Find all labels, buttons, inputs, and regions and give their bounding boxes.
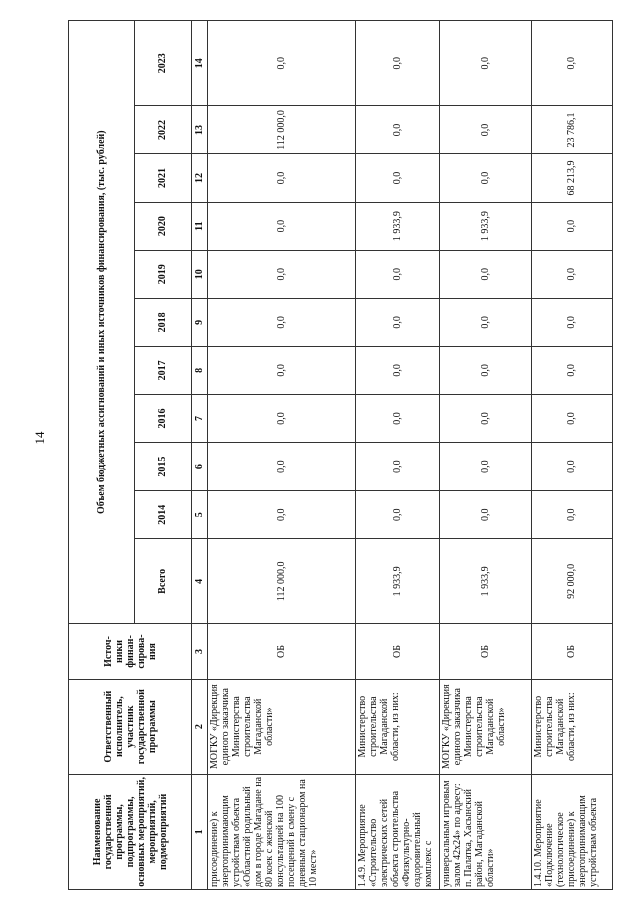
column-number: 6 [192, 443, 208, 491]
row-value: 0,0 [531, 491, 612, 539]
header-year: 2016 [134, 394, 191, 442]
row-value: 0,0 [531, 346, 612, 394]
row-source: ОБ [207, 624, 355, 679]
row-value: 0,0 [207, 202, 355, 250]
row-value: 0,0 [439, 106, 531, 154]
column-number: 4 [192, 539, 208, 624]
row-value: 112 000,0 [207, 106, 355, 154]
row-value: 68 213,9 [531, 154, 612, 202]
header-year: 2022 [134, 106, 191, 154]
row-value: 0,0 [356, 394, 440, 442]
row-value: 0,0 [439, 394, 531, 442]
row-value: 0,0 [439, 250, 531, 298]
row-value: 0,0 [531, 202, 612, 250]
row-value: 0,0 [207, 491, 355, 539]
row-value: 0,0 [356, 491, 440, 539]
row-executor: Министерство строительства Магаданской области, из них: [356, 679, 440, 774]
row-source: ОБ [356, 624, 440, 679]
header-name-col: Наименование государственной программы, подпрограммы, основных мероприятий, мероприятий, подмероприятий [69, 774, 192, 889]
table-row [356, 21, 440, 890]
row-value: 0,0 [356, 298, 440, 346]
table-row [439, 21, 531, 890]
column-number: 8 [192, 346, 208, 394]
column-number: 12 [192, 154, 208, 202]
table-row [531, 21, 612, 890]
column-number: 13 [192, 106, 208, 154]
row-executor: МОГКУ «Дирекция единого заказчика Министерства строительства Магаданской области» [439, 679, 531, 774]
row-value: 0,0 [207, 21, 355, 106]
row-executor: Министерство строительства Магаданской области, из них: [531, 679, 612, 774]
row-name: 1.4.9. Мероприятие «Строительство электрических сетей объекта строительства «Физкультурно-оздоровительный комплекс с [356, 774, 440, 889]
column-number: 9 [192, 298, 208, 346]
row-value: 92 000,0 [531, 539, 612, 624]
row-value: 0,0 [356, 106, 440, 154]
table-row [207, 21, 355, 890]
row-value: 0,0 [207, 298, 355, 346]
column-number: 5 [192, 491, 208, 539]
row-value: 0,0 [531, 443, 612, 491]
header-year: 2018 [134, 298, 191, 346]
row-source: ОБ [531, 624, 612, 679]
column-number: 11 [192, 202, 208, 250]
column-number: 2 [192, 679, 208, 774]
header-year: 2019 [134, 250, 191, 298]
row-value: 0,0 [356, 250, 440, 298]
column-number: 7 [192, 394, 208, 442]
row-value: 1 933,9 [439, 202, 531, 250]
header-source-col: Источ-ники финан-сирова-ния [69, 624, 192, 679]
row-value: 1 933,9 [439, 539, 531, 624]
header-year: 2017 [134, 346, 191, 394]
header-year: 2020 [134, 202, 191, 250]
row-value: 0,0 [207, 154, 355, 202]
column-number: 3 [192, 624, 208, 679]
column-number: 10 [192, 250, 208, 298]
column-number: 1 [192, 774, 208, 889]
row-value: 1 933,9 [356, 539, 440, 624]
row-value: 0,0 [439, 154, 531, 202]
row-value: 0,0 [356, 21, 440, 106]
row-value: 0,0 [207, 443, 355, 491]
row-value: 0,0 [356, 346, 440, 394]
page-number: 14 [32, 431, 47, 445]
header-year: Всего [134, 539, 191, 624]
row-executor: МОГКУ «Дирекция единого заказчика Министерства строительства Магаданской области» [207, 679, 355, 774]
row-value: 0,0 [439, 21, 531, 106]
row-value: 0,0 [531, 394, 612, 442]
column-number: 14 [192, 21, 208, 106]
header-executor-col: Ответственный исполнитель, участник государственной программы [69, 679, 192, 774]
row-name: 1.4.10. Мероприятие «Подключение (технологическое присоединение) к энергопринимающим устройствам объекта [531, 774, 612, 889]
funding-table [68, 20, 613, 890]
header-year: 2014 [134, 491, 191, 539]
row-value: 0,0 [207, 250, 355, 298]
row-value: 0,0 [356, 154, 440, 202]
row-source: ОБ [439, 624, 531, 679]
row-name: универсальным игровым залом 42х24» по адресу: п. Палатка, Хасынский район, Магаданской области» [439, 774, 531, 889]
row-value: 0,0 [207, 394, 355, 442]
row-value: 1 933,9 [356, 202, 440, 250]
row-value: 23 786,1 [531, 106, 612, 154]
row-value: 0,0 [207, 346, 355, 394]
row-value: 0,0 [439, 491, 531, 539]
header-funding-group: Объем бюджетных ассигнований и иных источников финансирования, (тыс. рублей) [69, 21, 135, 624]
row-value: 0,0 [439, 346, 531, 394]
row-value: 0,0 [531, 21, 612, 106]
row-value: 0,0 [439, 298, 531, 346]
row-name: присоединение) к энергопринимающим устройствам объекта «Областной родильный дом в городе Магадане на 80 коек с женской консультацией на 100 посещений в смену с дневным стационаром на 10 мест» [207, 774, 355, 889]
header-year: 2015 [134, 443, 191, 491]
rotated-table-container [68, 20, 613, 890]
header-year: 2023 [134, 21, 191, 106]
row-value: 0,0 [356, 443, 440, 491]
row-value: 0,0 [439, 443, 531, 491]
row-value: 0,0 [531, 298, 612, 346]
row-value: 0,0 [531, 250, 612, 298]
row-value: 112 000,0 [207, 539, 355, 624]
header-year: 2021 [134, 154, 191, 202]
